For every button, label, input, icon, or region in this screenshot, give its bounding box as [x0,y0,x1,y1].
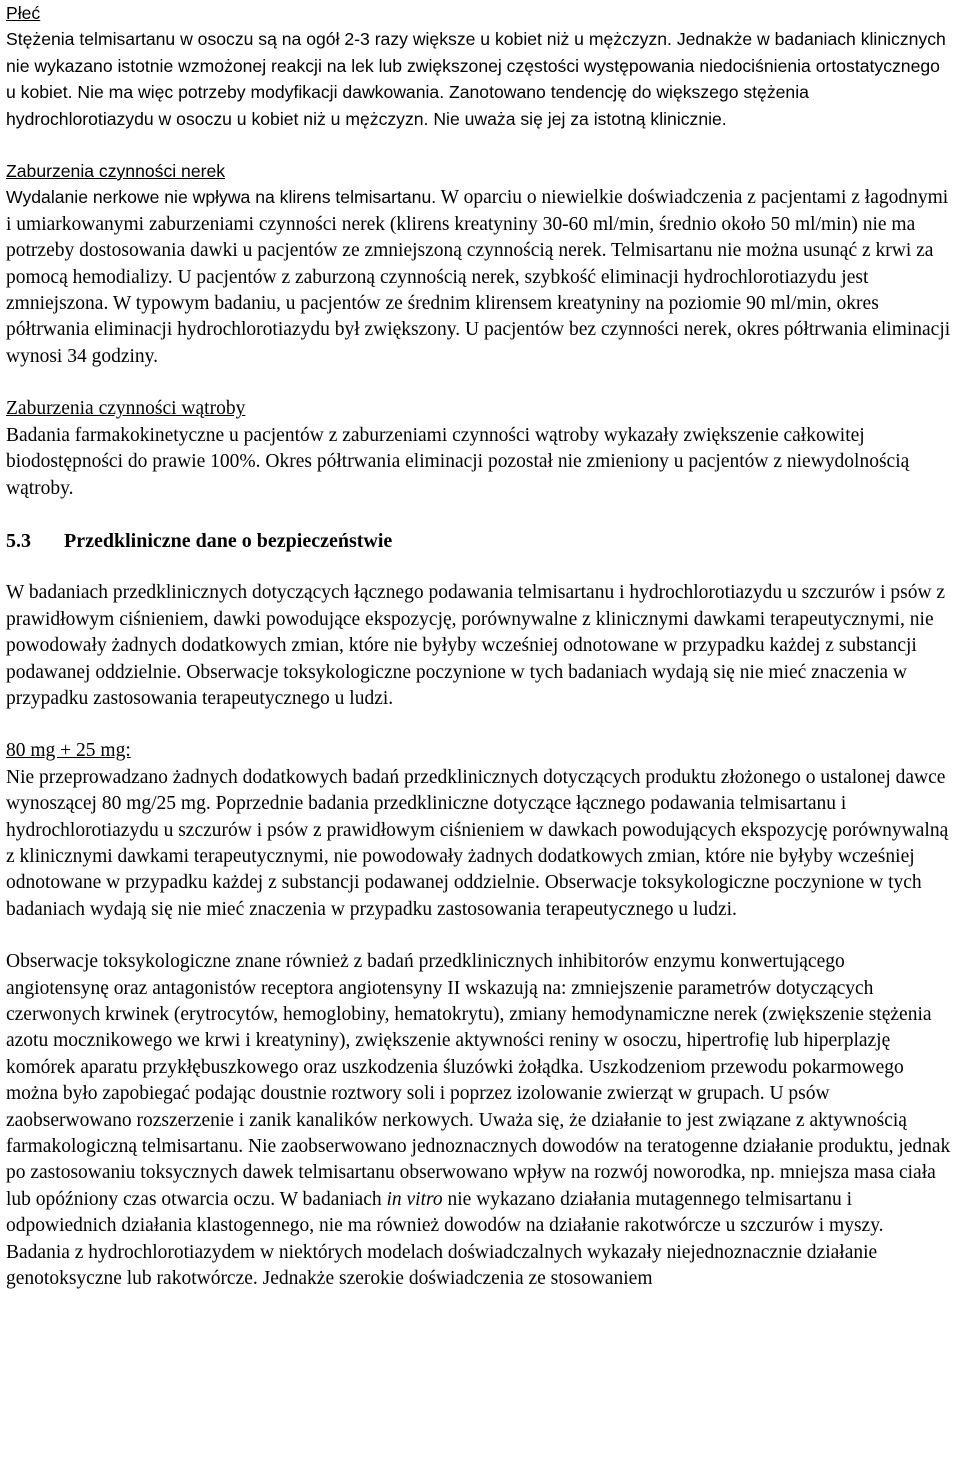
gender-text: Stężenia telmisartanu w osoczu są na ogół 2-3 razy większe u kobiet niż u mężczyzn. Jednakże w badaniach klinicznych nie wykazano istotnie wzmożonej reakcji na lek lub zwiększonej częstości występowania niedociśnienia ortostatycznego u kobiet. Nie ma więc potrzeby modyfikacji dawkowania. Zanotowano tendencję do większego stężenia hydrochlorotiazydu w osoczu u kobiet niż u mężczyzn. Nie uważa się jej za istotną klinicznie. [6,29,946,129]
paragraph-3-part-b: nie wykazano działania mutagennego telmisartanu i odpowiednich działania klastogennego, nie ma również dowodów na działanie rakotwórcze u szczurów i myszy. Badania z hydrochlorotiazydem w niektórych modelach doświadczalnych wykazały niejednoznacznie działanie genotoksyczne lub rakotwórcze. Jednakże szerokie doświadczenia ze stosowaniem [6,1188,884,1290]
renal-section [6,158,952,370]
preclinical-paragraph-3 [6,949,952,1292]
preclinical-paragraph-2: Nie przeprowadzano żadnych dodatkowych badań przedklinicznych dotyczących produktu złożonego o ustalonej dawce wynoszącej 80 mg/25 mg. Poprzednie badania przedkliniczne dotyczące łącznego podawania telmisartanu i hydrochlorotiazydu u szczurów i psów z prawidłowym ciśnieniem w dawkach powodujących ekspozycję porównywalną z klinicznymi dawkami terapeutycznymi, nie powodowały żadnych dodatkowych zmian, które nie byłyby wcześniej odnotowane w przypadku każdej z substancji podawanej oddzielnie. Obserwacje toksykologiczne poczynione w tych badaniach wydają się nie mieć znaczenia w przypadku zastosowania terapeutycznego u ludzi. [6,766,949,920]
hepatic-section [6,396,952,502]
renal-lead: Wydalanie nerkowe nie wpływa na klirens telmisartanu. [6,187,437,208]
section-title: Przedkliniczne dane o bezpieczeństwie [64,529,393,552]
in-vitro-italic: in vitro [386,1188,443,1210]
hepatic-heading: Zaburzenia czynności wątroby [6,398,246,420]
gender-heading: Płeć [6,3,41,23]
section-number: 5.3 [6,529,31,552]
renal-body: W oparciu o niewielkie doświadczenia z pacjentami z łagodnymi i umiarkowanymi zaburzeniami czynności nerek (klirens kreatyniny 30-60 ml/min, średnio około 50 ml/min) nie ma potrzeby dostosowania dawki u pacjentów ze zmniejszoną czynnością nerek. Telmisartanu nie można usunąć z krwi za pomocą hemodializy. U pacjentów z zaburzoną czynnością nerek, szybkość eliminacji hydrochlorotiazydu jest zmniejszona. W typowym badaniu, u pacjentów ze średnim klirensem kreatyniny na poziomie 90 ml/min, okres półtrwania eliminacji hydrochlorotiazydu był zwiększony. U pacjentów bez czynności nerek, okres półtrwania eliminacji wynosi 34 godziny. [6,187,951,367]
gender-section [6,0,952,132]
document-page [6,0,952,1292]
hepatic-body: Badania farmakokinetyczne u pacjentów z zaburzeniami czynności wątroby wykazały zwiększenie całkowitej biodostępności do prawie 100%. Okres półtrwania eliminacji pozostał nie zmieniony u pacjentów z niewydolnością wątroby. [6,424,910,499]
section-heading-5-3 [6,528,952,554]
dose-heading: 80 mg + 25 mg: [6,740,131,762]
paragraph-3-part-a: Obserwacje toksykologiczne znane również z badań przedklinicznych inhibitorów enzymu konwertującego angiotensynę oraz antagonistów receptora angiotensyny II wskazują na: zmniejszenie parametrów dotyczących czerwonych krwinek (erytrocytów, hemoglobiny, hematokrytu), zmiany hemodynamiczne nerek (zwiększenie stężenia azotu mocznikowego we krwi i kreatyniny), zwiększenie aktywności reniny w osoczu, hipertrofię lub hiperplazję komórek aparatu przykłębuszkowego oraz uszkodzenia śluzówki żołądka. Uszkodzeniom przewodu pokarmowego można było zapobiegać podając doustnie roztwory soli i poprzez izolowanie zwierząt w grupach. U psów zaobserwowano rozszerzenie i zanik kanalików nerkowych. Uważa się, że działanie to jest związane z aktywnością farmakologiczną telmisartanu. Nie zaobserwowano jednoznacznych dowodów na teratogenne działanie produktu, jednak po zastosowaniu toksycznych dawek telmisartanu obserwowano wpływ na rozwój noworodka, np. mniejsza masa ciała lub opóźniony czas otwarcia oczu. W badaniach [6,951,951,1210]
preclinical-paragraph-1: W badaniach przedklinicznych dotyczących łącznego podawania telmisartanu i hydrochlorotiazydu u szczurów i psów z prawidłowym ciśnieniem, dawki powodujące ekspozycję, porównywalne z klinicznymi dawkami terapeutycznymi, nie powodowały żadnych dodatkowych zmian, które nie byłyby wcześniej odnotowane w przypadku każdej z substancji podawanej oddzielnie. Obserwacje toksykologiczne poczynione w tych badaniach wydają się nie mieć znaczenia w przypadku zastosowania terapeutycznego u ludzi. [6,582,946,709]
renal-heading: Zaburzenia czynności nerek [6,161,226,182]
